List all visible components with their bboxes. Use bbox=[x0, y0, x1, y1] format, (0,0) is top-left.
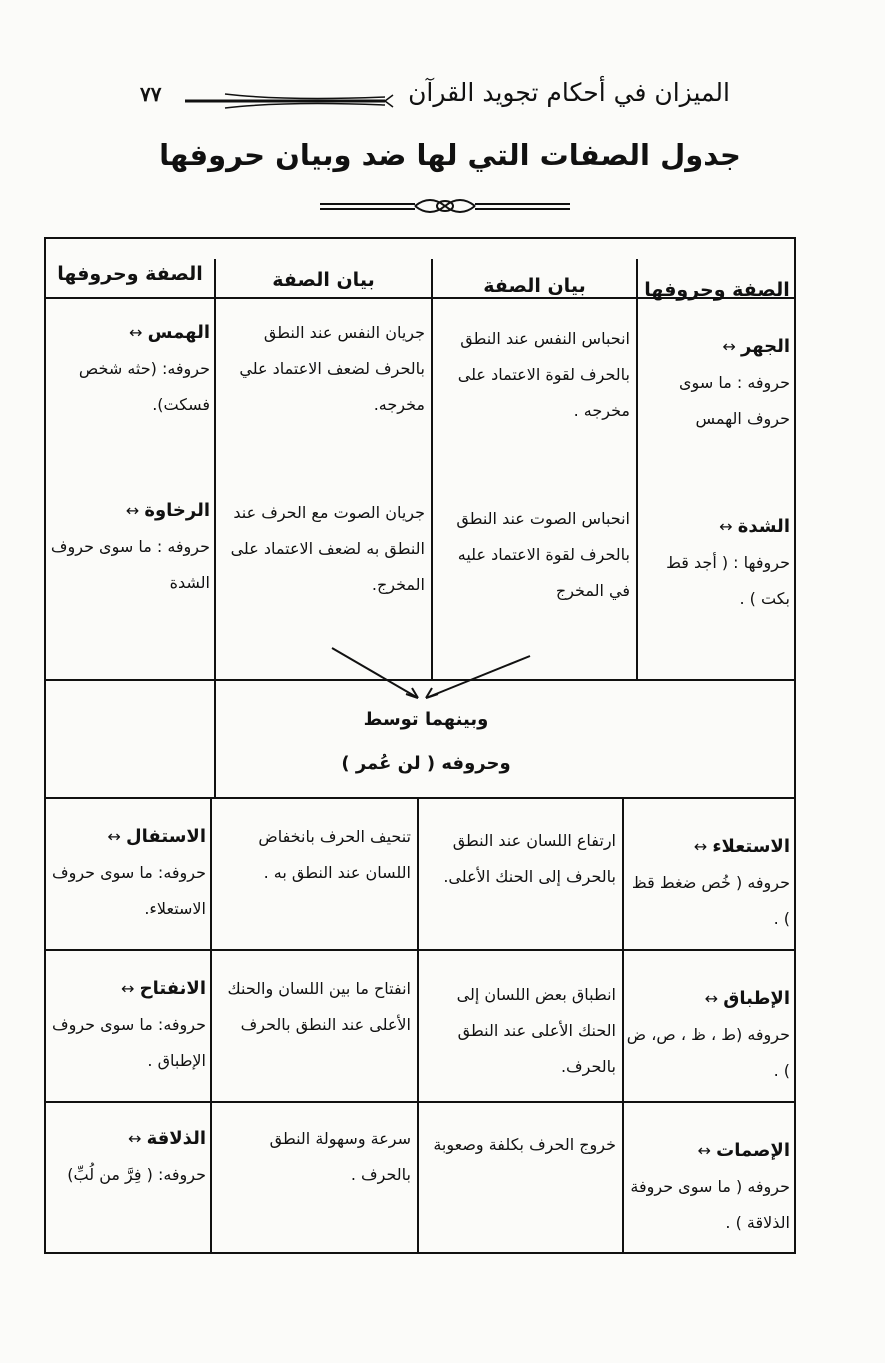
attribute-letters: حروفه : ما سوى حروف الشدة bbox=[50, 537, 210, 592]
table-row-rakhawa bbox=[50, 493, 210, 601]
intermediate-text: وبينهما توسط bbox=[363, 709, 489, 730]
double-arrow-icon: ↔ bbox=[719, 517, 733, 536]
description-cell: انفتاح ما بين اللسان والحنك الأعلى عند النطق بالحرف bbox=[227, 979, 411, 1034]
double-arrow-icon: ↔ bbox=[697, 1141, 712, 1160]
description-cell: انطباق بعض اللسان إلى الحنك الأعلى عند النطق بالحرف. bbox=[456, 985, 616, 1076]
header-rule-icon bbox=[185, 86, 395, 116]
attribute-letters: حروفه (ط ، ظ ، ص، ض ) . bbox=[626, 1025, 790, 1080]
table-row-infitah bbox=[50, 971, 206, 1079]
attributes-table bbox=[44, 237, 796, 1254]
attribute-name: الإطباق bbox=[723, 988, 790, 1009]
table-row-istila bbox=[626, 829, 790, 937]
double-arrow-icon: ↔ bbox=[121, 979, 135, 998]
table-row-jahr bbox=[640, 329, 790, 437]
table-row-ismat bbox=[626, 1133, 790, 1241]
description-cell: انحباس الصوت عند النطق بالحرف لقوة الاعتماد عليه في المخرج bbox=[456, 509, 630, 600]
page-number: ٧٧ bbox=[140, 82, 162, 106]
description-cell: جريان النفس عند النطق بالحرف لضعف الاعتماد علي مخرجه. bbox=[239, 323, 425, 414]
attribute-letters: حروفه: ما سوى حروف الإطباق . bbox=[52, 1015, 206, 1070]
double-arrow-icon: ↔ bbox=[693, 837, 708, 856]
attribute-name: الجهر bbox=[741, 336, 790, 357]
attribute-name: الشدة bbox=[737, 516, 790, 537]
table-row-shidda bbox=[640, 509, 790, 617]
description-cell: سرعة وسهولة النطق بالحرف . bbox=[269, 1129, 411, 1184]
attribute-letters: حروفه: ( فِرَّ من لُبِّ) bbox=[67, 1165, 206, 1184]
double-arrow-icon: ↔ bbox=[704, 989, 719, 1008]
converging-arrows-icon bbox=[326, 644, 536, 704]
attribute-name: الاستعلاء bbox=[712, 836, 790, 857]
header-description-right: بيان الصفة bbox=[483, 275, 586, 297]
intermediate-letters: وحروفه ( لن عُمر ) bbox=[341, 753, 511, 774]
table-row-istifal bbox=[50, 819, 206, 927]
table-row-itbaq bbox=[626, 981, 790, 1089]
header-description-left: بيان الصفة bbox=[272, 269, 375, 291]
double-arrow-icon: ↔ bbox=[722, 337, 736, 356]
attribute-name: الرخاوة bbox=[144, 500, 210, 521]
attribute-letters: حروفه: (حثه شخص فسكت). bbox=[78, 359, 210, 414]
double-arrow-icon: ↔ bbox=[128, 1129, 142, 1148]
attribute-name: الذلاقة bbox=[146, 1128, 206, 1149]
description-cell: جريان الصوت مع الحرف عند النطق به لضعف الاعتماد على المخرج. bbox=[230, 503, 425, 594]
attribute-letters: حروفها : ( أجد قط بكت ) . bbox=[666, 553, 790, 608]
ornament-icon bbox=[320, 190, 570, 222]
attribute-name: الهمس bbox=[147, 322, 210, 343]
table-row-dhalaqa bbox=[50, 1121, 206, 1193]
double-arrow-icon: ↔ bbox=[107, 827, 121, 846]
description-cell: انحباس النفس عند النطق بالحرف لقوة الاعتماد على مخرجه . bbox=[457, 329, 630, 420]
double-arrow-icon: ↔ bbox=[129, 323, 143, 342]
table-row-hams bbox=[50, 315, 210, 423]
attribute-letters: حروفه ( ما سوى حروفة الذلاقة ) . bbox=[630, 1177, 790, 1232]
description-cell: ارتفاع اللسان عند النطق بالحرف إلى الحنك الأعلى. bbox=[443, 831, 616, 886]
attribute-letters: حروفه : ما سوى حروف الهمس bbox=[679, 373, 790, 428]
attribute-letters: حروفه ( خُص ضغط قظ ) . bbox=[631, 873, 790, 928]
description-cell: تنحيف الحرف بانخفاض اللسان عند النطق به . bbox=[258, 827, 411, 882]
header-attribute-right: الصفة وحروفها bbox=[644, 279, 790, 301]
attribute-name: الإصمات bbox=[716, 1140, 790, 1161]
attribute-name: الانفتاح bbox=[139, 978, 206, 999]
page-header bbox=[140, 78, 740, 122]
header-attribute-left: الصفة وحروفها bbox=[57, 263, 203, 285]
description-cell: خروج الحرف بكلفة وصعوبة bbox=[433, 1135, 616, 1154]
page-title: جدول الصفات التي لها ضد وبيان حروفها bbox=[159, 138, 741, 172]
running-title: الميزان في أحكام تجويد القرآن bbox=[408, 78, 730, 107]
attribute-letters: حروفه: ما سوى حروف الاستعلاء. bbox=[52, 863, 206, 918]
double-arrow-icon: ↔ bbox=[125, 501, 140, 520]
attribute-name: الاستفال bbox=[126, 826, 206, 847]
